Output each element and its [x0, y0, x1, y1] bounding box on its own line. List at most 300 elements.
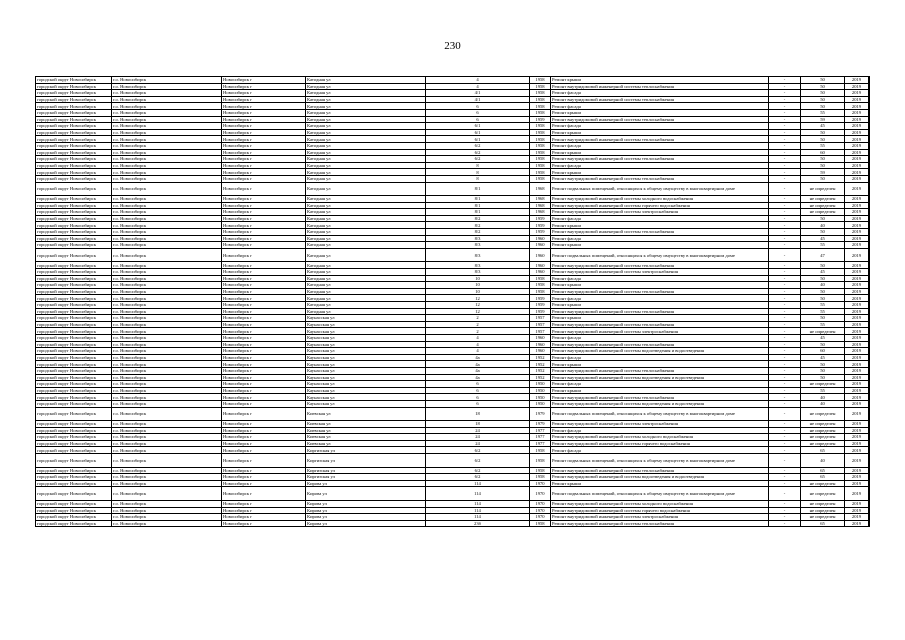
cell-plan-end-year: [869, 156, 870, 163]
cell-municipal-district: городской округ Новосибирск: [36, 474, 112, 481]
cell-municipal-district: городской округ Новосибирск: [36, 175, 112, 182]
table-row: [36, 142, 870, 149]
cell-plan-start-year: 2019: [845, 248, 869, 262]
cell-plan-start-year: 2019: [845, 308, 869, 315]
cell-plan-start-year: 2019: [845, 295, 869, 302]
cell-street: Киргизская ул: [306, 454, 426, 468]
table-row: [36, 182, 870, 196]
cell-locality: Новосибирск г: [222, 103, 306, 110]
cell-work-type: Ремонт внутридомовой инженерной системы теплоснабжения: [551, 262, 769, 269]
cell-plan-end-year: [869, 162, 870, 169]
cell-floor-count: -: [769, 407, 801, 421]
cell-house-number: 8: [426, 169, 530, 176]
cell-settlement: г.о. Новосибирск: [112, 400, 222, 407]
cell-floor-count: -: [769, 282, 801, 289]
cell-settlement: г.о. Новосибирск: [112, 149, 222, 156]
cell-municipal-district: городской округ Новосибирск: [36, 315, 112, 322]
cell-plan-start-year: 2019: [845, 434, 869, 441]
cell-locality: Новосибирск г: [222, 229, 306, 236]
cell-street: Катодная ул: [306, 262, 426, 269]
cell-settlement: г.о. Новосибирск: [112, 103, 222, 110]
cell-street: Катодная ул: [306, 229, 426, 236]
cell-house-number: 18: [426, 421, 530, 428]
cell-work-type: Ремонт внутридомовой инженерной системы теплоснабжения: [551, 341, 769, 348]
cell-municipal-district: городской округ Новосибирск: [36, 520, 112, 527]
table-row: [36, 96, 870, 103]
cell-work-type: Ремонт внутридомовой инженерной системы теплоснабжения: [551, 308, 769, 315]
table-row: [36, 129, 870, 136]
cell-municipal-district: городской округ Новосибирск: [36, 447, 112, 454]
table-row: [36, 275, 870, 282]
cell-year-built: 1970: [530, 480, 551, 487]
cell-floor-count: -: [769, 374, 801, 381]
cell-plan-start-year: 2019: [845, 514, 869, 521]
cell-street: Кирова ул: [306, 487, 426, 501]
cell-house-number: 12: [426, 302, 530, 309]
cell-work-type: Ремонт фасада: [551, 334, 769, 341]
cell-plan-start-year: 2019: [845, 129, 869, 136]
cell-work-type: Ремонт крыши: [551, 129, 769, 136]
cell-year-built: 1958: [530, 520, 551, 527]
cell-plan-start-year: 2019: [845, 96, 869, 103]
cell-municipal-district: городской округ Новосибирск: [36, 103, 112, 110]
cell-locality: Новосибирск г: [222, 480, 306, 487]
cell-house-number: 6/2: [426, 156, 530, 163]
cell-wear-percent: не определен: [801, 487, 845, 501]
cell-floor-count: -: [769, 447, 801, 454]
cell-plan-end-year: [869, 507, 870, 514]
table-row: [36, 248, 870, 262]
cell-plan-start-year: 2019: [845, 169, 869, 176]
cell-work-type: Ремонт фасада: [551, 162, 769, 169]
cell-settlement: г.о. Новосибирск: [112, 507, 222, 514]
table-row: [36, 407, 870, 421]
cell-street: Катодная ул: [306, 282, 426, 289]
cell-locality: Новосибирск г: [222, 209, 306, 216]
cell-plan-end-year: [869, 136, 870, 143]
cell-house-number: 6: [426, 109, 530, 116]
cell-wear-percent: 50: [801, 367, 845, 374]
cell-plan-start-year: 2019: [845, 123, 869, 130]
cell-house-number: 8/1: [426, 209, 530, 216]
cell-plan-end-year: [869, 434, 870, 441]
cell-street: Катодная ул: [306, 235, 426, 242]
cell-wear-percent: 59: [801, 116, 845, 123]
cell-municipal-district: городской округ Новосибирск: [36, 109, 112, 116]
cell-wear-percent: не определен: [801, 209, 845, 216]
cell-wear-percent: 55: [801, 302, 845, 309]
cell-plan-end-year: [869, 90, 870, 97]
cell-settlement: г.о. Новосибирск: [112, 136, 222, 143]
cell-floor-count: -: [769, 501, 801, 508]
cell-municipal-district: городской округ Новосибирск: [36, 142, 112, 149]
cell-work-type: Ремонт крыши: [551, 361, 769, 368]
cell-wear-percent: 60: [801, 348, 845, 355]
cell-work-type: Ремонт крыши: [551, 242, 769, 249]
cell-plan-end-year: [869, 400, 870, 407]
table-row: [36, 209, 870, 216]
cell-street: Катодная ул: [306, 103, 426, 110]
cell-street: Катодная ул: [306, 215, 426, 222]
cell-house-number: 2: [426, 321, 530, 328]
table-row: [36, 222, 870, 229]
cell-street: Катодная ул: [306, 222, 426, 229]
cell-municipal-district: городской округ Новосибирск: [36, 262, 112, 269]
cell-settlement: г.о. Новосибирск: [112, 302, 222, 309]
cell-year-built: 1960: [530, 248, 551, 262]
cell-wear-percent: 55: [801, 387, 845, 394]
table-row: [36, 169, 870, 176]
cell-settlement: г.о. Новосибирск: [112, 215, 222, 222]
cell-locality: Новосибирск г: [222, 400, 306, 407]
cell-locality: Новосибирск г: [222, 90, 306, 97]
cell-locality: Новосибирск г: [222, 302, 306, 309]
cell-floor-count: -: [769, 222, 801, 229]
cell-settlement: г.о. Новосибирск: [112, 501, 222, 508]
cell-plan-end-year: [869, 381, 870, 388]
cell-street: Катодная ул: [306, 90, 426, 97]
cell-year-built: 1958: [530, 447, 551, 454]
cell-year-built: 1970: [530, 501, 551, 508]
cell-plan-end-year: [869, 374, 870, 381]
cell-floor-count: -: [769, 454, 801, 468]
cell-house-number: 114: [426, 480, 530, 487]
cell-settlement: г.о. Новосибирск: [112, 262, 222, 269]
cell-plan-start-year: 2019: [845, 136, 869, 143]
cell-locality: Новосибирск г: [222, 262, 306, 269]
cell-municipal-district: городской округ Новосибирск: [36, 202, 112, 209]
table-row: [36, 90, 870, 97]
table-row: [36, 514, 870, 521]
cell-locality: Новосибирск г: [222, 354, 306, 361]
cell-wear-percent: не определен: [801, 202, 845, 209]
table-row: [36, 116, 870, 123]
cell-locality: Новосибирск г: [222, 196, 306, 203]
table-row: [36, 295, 870, 302]
cell-floor-count: -: [769, 182, 801, 196]
table-row: [36, 123, 870, 130]
cell-street: Кирова ул: [306, 507, 426, 514]
table-row: [36, 149, 870, 156]
cell-locality: Новосибирск г: [222, 427, 306, 434]
cell-wear-percent: не определен: [801, 507, 845, 514]
cell-settlement: г.о. Новосибирск: [112, 269, 222, 276]
cell-plan-end-year: [869, 229, 870, 236]
cell-municipal-district: городской округ Новосибирск: [36, 116, 112, 123]
cell-plan-end-year: [869, 295, 870, 302]
cell-floor-count: -: [769, 269, 801, 276]
cell-floor-count: -: [769, 315, 801, 322]
cell-floor-count: -: [769, 77, 801, 84]
cell-plan-start-year: 2019: [845, 209, 869, 216]
cell-house-number: 12: [426, 308, 530, 315]
cell-year-built: 1960: [530, 235, 551, 242]
cell-plan-end-year: [869, 454, 870, 468]
cell-settlement: г.о. Новосибирск: [112, 96, 222, 103]
table-row: [36, 354, 870, 361]
cell-floor-count: -: [769, 103, 801, 110]
cell-work-type: Ремонт внутридомовой инженерной системы электроснабжения: [551, 514, 769, 521]
cell-year-built: 1958: [530, 275, 551, 282]
cell-house-number: 8/3: [426, 269, 530, 276]
cell-street: Катодная ул: [306, 248, 426, 262]
cell-locality: Новосибирск г: [222, 341, 306, 348]
cell-house-number: 6/2: [426, 447, 530, 454]
cell-house-number: 8/3: [426, 242, 530, 249]
cell-floor-count: -: [769, 202, 801, 209]
cell-house-number: 6: [426, 400, 530, 407]
cell-locality: Новосибирск г: [222, 501, 306, 508]
cell-street: Каунасская ул: [306, 354, 426, 361]
cell-wear-percent: 50: [801, 129, 845, 136]
cell-house-number: 6/2: [426, 454, 530, 468]
table-row: [36, 269, 870, 276]
table-row: [36, 427, 870, 434]
cell-work-type: Ремонт фасада: [551, 354, 769, 361]
table-row: [36, 440, 870, 447]
cell-house-number: 4: [426, 77, 530, 84]
cell-year-built: 1958: [530, 162, 551, 169]
table-row: [36, 374, 870, 381]
cell-plan-start-year: 2019: [845, 367, 869, 374]
cell-plan-end-year: [869, 196, 870, 203]
cell-work-type: Ремонт подвальных помещений, относящихся к общему имуществу в многоквартирном доме: [551, 407, 769, 421]
cell-municipal-district: городской округ Новосибирск: [36, 269, 112, 276]
cell-locality: Новосибирск г: [222, 83, 306, 90]
cell-plan-end-year: [869, 480, 870, 487]
cell-street: Каунасская ул: [306, 394, 426, 401]
cell-street: Катодная ул: [306, 169, 426, 176]
cell-year-built: 1960: [530, 262, 551, 269]
cell-year-built: 1958: [530, 90, 551, 97]
cell-municipal-district: городской округ Новосибирск: [36, 361, 112, 368]
cell-work-type: Ремонт крыши: [551, 480, 769, 487]
cell-municipal-district: городской округ Новосибирск: [36, 421, 112, 428]
cell-municipal-district: городской округ Новосибирск: [36, 427, 112, 434]
cell-street: Каунасская ул: [306, 374, 426, 381]
cell-locality: Новосибирск г: [222, 514, 306, 521]
cell-floor-count: -: [769, 242, 801, 249]
table-row: [36, 235, 870, 242]
cell-locality: Новосибирск г: [222, 387, 306, 394]
cell-settlement: г.о. Новосибирск: [112, 361, 222, 368]
cell-wear-percent: 55: [801, 142, 845, 149]
cell-floor-count: -: [769, 507, 801, 514]
cell-floor-count: -: [769, 467, 801, 474]
cell-floor-count: -: [769, 116, 801, 123]
cell-floor-count: -: [769, 328, 801, 335]
cell-house-number: 6/2: [426, 142, 530, 149]
cell-year-built: 1950: [530, 381, 551, 388]
cell-floor-count: -: [769, 321, 801, 328]
cell-house-number: 114: [426, 487, 530, 501]
cell-year-built: 1959: [530, 302, 551, 309]
cell-locality: Новосибирск г: [222, 434, 306, 441]
cell-street: Каунасская ул: [306, 315, 426, 322]
cell-street: Киевская ул: [306, 440, 426, 447]
cell-wear-percent: 55: [801, 242, 845, 249]
cell-wear-percent: 40: [801, 400, 845, 407]
cell-house-number: 8: [426, 162, 530, 169]
cell-house-number: 8/1: [426, 202, 530, 209]
cell-floor-count: -: [769, 162, 801, 169]
cell-house-number: 4: [426, 83, 530, 90]
cell-year-built: 1950: [530, 400, 551, 407]
cell-wear-percent: 45: [801, 269, 845, 276]
cell-plan-start-year: 2019: [845, 354, 869, 361]
cell-wear-percent: 50: [801, 275, 845, 282]
cell-settlement: г.о. Новосибирск: [112, 427, 222, 434]
cell-house-number: 8/3: [426, 248, 530, 262]
cell-floor-count: -: [769, 421, 801, 428]
cell-settlement: г.о. Новосибирск: [112, 421, 222, 428]
cell-house-number: 6/2: [426, 474, 530, 481]
cell-year-built: 1952: [530, 361, 551, 368]
cell-house-number: 4/1: [426, 90, 530, 97]
cell-year-built: 1959: [530, 308, 551, 315]
cell-wear-percent: 50: [801, 136, 845, 143]
cell-locality: Новосибирск г: [222, 222, 306, 229]
cell-locality: Новосибирск г: [222, 169, 306, 176]
cell-house-number: 6/2: [426, 149, 530, 156]
cell-locality: Новосибирск г: [222, 367, 306, 374]
cell-year-built: 1952: [530, 374, 551, 381]
cell-municipal-district: городской округ Новосибирск: [36, 242, 112, 249]
cell-house-number: 23б: [426, 520, 530, 527]
cell-floor-count: -: [769, 196, 801, 203]
cell-plan-start-year: 2019: [845, 321, 869, 328]
cell-street: Кирова ул: [306, 501, 426, 508]
cell-plan-start-year: 2019: [845, 175, 869, 182]
cell-wear-percent: не определен: [801, 514, 845, 521]
cell-municipal-district: городской округ Новосибирск: [36, 487, 112, 501]
cell-street: Катодная ул: [306, 156, 426, 163]
cell-year-built: 1960: [530, 242, 551, 249]
cell-house-number: 8/1: [426, 196, 530, 203]
cell-settlement: г.о. Новосибирск: [112, 440, 222, 447]
cell-locality: Новосибирск г: [222, 175, 306, 182]
cell-settlement: г.о. Новосибирск: [112, 454, 222, 468]
cell-house-number: 6/1: [426, 136, 530, 143]
cell-settlement: г.о. Новосибирск: [112, 321, 222, 328]
cell-plan-start-year: 2019: [845, 202, 869, 209]
cell-house-number: 4/1: [426, 96, 530, 103]
cell-plan-start-year: 2019: [845, 222, 869, 229]
cell-settlement: г.о. Новосибирск: [112, 374, 222, 381]
cell-plan-end-year: [869, 282, 870, 289]
cell-year-built: 1968: [530, 196, 551, 203]
cell-house-number: 2: [426, 315, 530, 322]
table-row: [36, 434, 870, 441]
cell-house-number: 6/1: [426, 123, 530, 130]
table-row: [36, 288, 870, 295]
cell-settlement: г.о. Новосибирск: [112, 308, 222, 315]
cell-plan-start-year: 2019: [845, 507, 869, 514]
cell-plan-end-year: [869, 348, 870, 355]
cell-settlement: г.о. Новосибирск: [112, 275, 222, 282]
cell-plan-start-year: 2019: [845, 474, 869, 481]
cell-locality: Новосибирск г: [222, 440, 306, 447]
cell-wear-percent: 50: [801, 83, 845, 90]
table-row: [36, 507, 870, 514]
cell-settlement: г.о. Новосибирск: [112, 196, 222, 203]
cell-municipal-district: городской округ Новосибирск: [36, 96, 112, 103]
cell-work-type: Ремонт фасада: [551, 123, 769, 130]
cell-locality: Новосибирск г: [222, 334, 306, 341]
cell-plan-start-year: 2019: [845, 427, 869, 434]
table-row: [36, 394, 870, 401]
cell-plan-start-year: 2019: [845, 116, 869, 123]
cell-plan-end-year: [869, 315, 870, 322]
cell-street: Каунасская ул: [306, 381, 426, 388]
cell-year-built: 1958: [530, 142, 551, 149]
cell-locality: Новосибирск г: [222, 487, 306, 501]
cell-plan-end-year: [869, 354, 870, 361]
cell-street: Кирова ул: [306, 480, 426, 487]
cell-settlement: г.о. Новосибирск: [112, 202, 222, 209]
cell-locality: Новосибирск г: [222, 288, 306, 295]
cell-wear-percent: не определен: [801, 196, 845, 203]
cell-year-built: 1952: [530, 354, 551, 361]
cell-work-type: Ремонт фасада: [551, 90, 769, 97]
cell-floor-count: -: [769, 123, 801, 130]
cell-locality: Новосибирск г: [222, 162, 306, 169]
cell-plan-start-year: 2019: [845, 421, 869, 428]
cell-floor-count: -: [769, 480, 801, 487]
cell-year-built: 1960: [530, 269, 551, 276]
cell-street: Каунасская ул: [306, 341, 426, 348]
cell-municipal-district: городской округ Новосибирск: [36, 501, 112, 508]
cell-plan-start-year: 2019: [845, 348, 869, 355]
cell-street: Катодная ул: [306, 202, 426, 209]
cell-house-number: 4а: [426, 374, 530, 381]
table-row: [36, 454, 870, 468]
cell-house-number: 6: [426, 116, 530, 123]
cell-floor-count: -: [769, 96, 801, 103]
cell-floor-count: -: [769, 83, 801, 90]
cell-plan-start-year: 2019: [845, 381, 869, 388]
cell-work-type: Ремонт фасада: [551, 427, 769, 434]
cell-year-built: 1958: [530, 156, 551, 163]
cell-work-type: Ремонт внутридомовой инженерной системы горячего водоснабжения: [551, 440, 769, 447]
cell-work-type: Ремонт фасада: [551, 381, 769, 388]
cell-locality: Новосибирск г: [222, 202, 306, 209]
cell-locality: Новосибирск г: [222, 282, 306, 289]
capital-repair-register-table: [35, 76, 870, 527]
table-row: [36, 328, 870, 335]
cell-floor-count: -: [769, 275, 801, 282]
cell-settlement: г.о. Новосибирск: [112, 354, 222, 361]
cell-year-built: 1958: [530, 175, 551, 182]
cell-locality: Новосибирск г: [222, 520, 306, 527]
cell-floor-count: -: [769, 308, 801, 315]
cell-plan-start-year: 2019: [845, 83, 869, 90]
cell-wear-percent: 50: [801, 156, 845, 163]
cell-street: Катодная ул: [306, 269, 426, 276]
cell-wear-percent: 50: [801, 295, 845, 302]
cell-street: Катодная ул: [306, 129, 426, 136]
cell-plan-end-year: [869, 407, 870, 421]
cell-year-built: 1959: [530, 116, 551, 123]
cell-year-built: 1958: [530, 83, 551, 90]
cell-plan-start-year: 2019: [845, 242, 869, 249]
cell-municipal-district: городской округ Новосибирск: [36, 136, 112, 143]
cell-settlement: г.о. Новосибирск: [112, 480, 222, 487]
cell-work-type: Ремонт внутридомовой инженерной системы теплоснабжения: [551, 116, 769, 123]
cell-settlement: г.о. Новосибирск: [112, 90, 222, 97]
cell-plan-end-year: [869, 222, 870, 229]
cell-wear-percent: 50: [801, 315, 845, 322]
